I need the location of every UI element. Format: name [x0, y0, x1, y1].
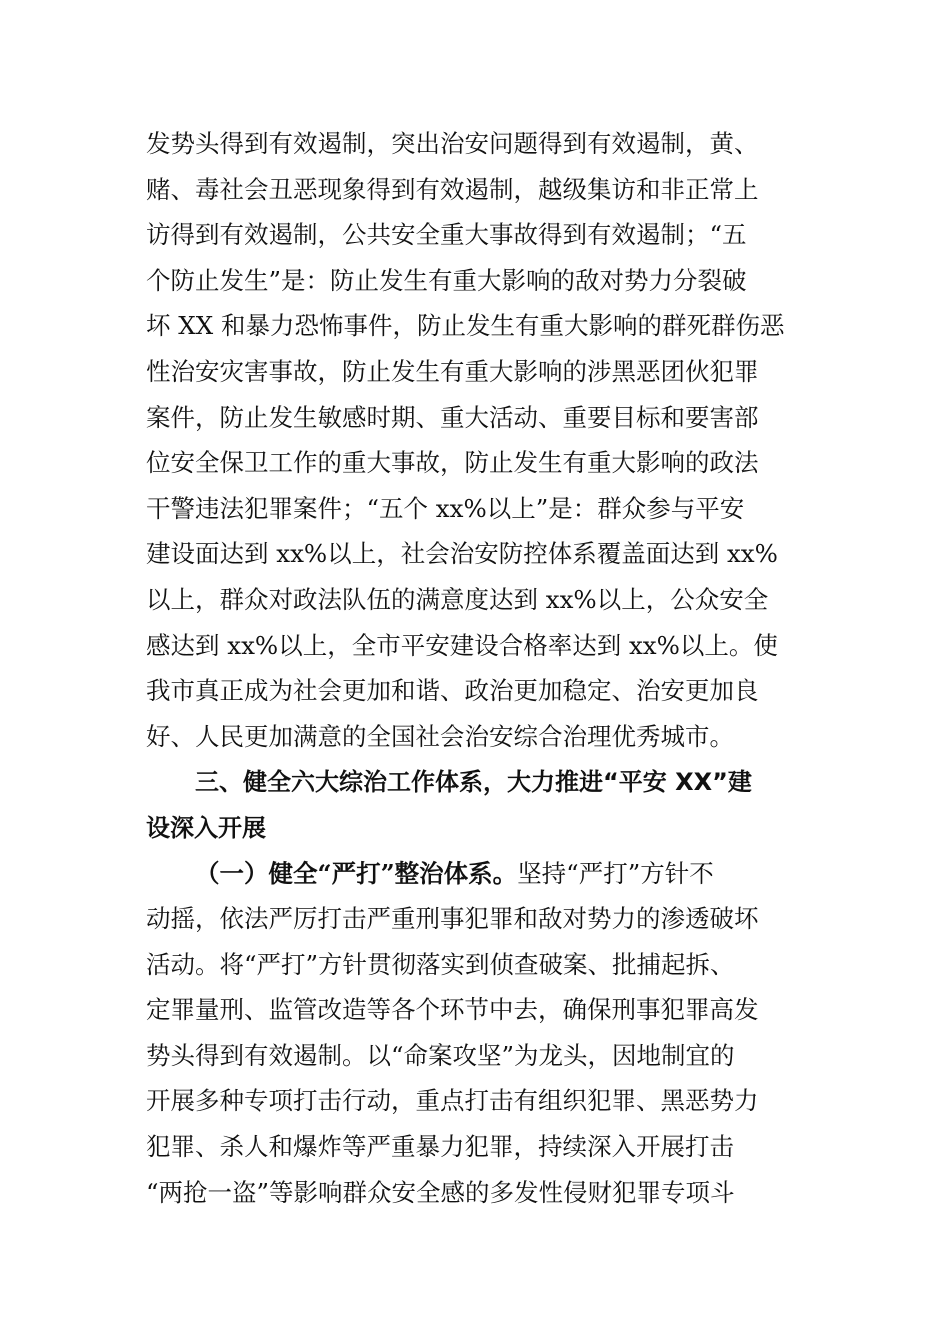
text-line: 位安全保卫工作的重大事故，防止发生有重大影响的政法 — [146, 448, 759, 478]
paragraph-strike-hard — [146, 859, 806, 1224]
text-line: 活动。将“严打”方针贯彻落实到侦查破案、批捕起拆、 — [146, 949, 735, 979]
subsection-title: （一）健全“严打”整治体系。 — [195, 858, 518, 888]
heading-line: 三、健全六大综治工作体系，大力推进“平安 XX”建 — [195, 768, 752, 797]
section-heading — [146, 767, 806, 858]
text-line: 感达到 xx%以上，全市平安建设合格率达到 xx%以上。使 — [146, 630, 778, 660]
text-run: 坚持“严打”方针不 — [517, 858, 714, 888]
text-line — [146, 859, 806, 905]
document-page — [146, 129, 806, 1223]
text-line: 犯罪、杀人和爆炸等严重暴力犯罪，持续深入开展打击 — [146, 1132, 734, 1162]
text-line: 性治安灾害事故，防止发生有重大影响的涉黑恶团伙犯罪 — [146, 356, 759, 386]
text-line: 赌、毒社会丑恶现象得到有效遏制，越级集访和非正常上 — [146, 174, 759, 204]
text-line: 势头得到有效遏制。以“命案攻坚”为龙头，因地制宜的 — [146, 1040, 735, 1070]
text-line: 以上，群众对政法队伍的满意度达到 xx%以上，公众安全 — [146, 584, 769, 614]
text-line: 坏 XX 和暴力恐怖事件，防止发生有重大影响的群死群伤恶 — [146, 311, 785, 341]
text-line: 访得到有效遏制，公共安全重大事故得到有效遏制；“五 — [146, 220, 747, 250]
text-line: 建设面达到 xx%以上，社会治安防控体系覆盖面达到 xx% — [146, 539, 778, 569]
text-line: 个防止发生”是：防止发生有重大影响的敌对势力分裂破 — [146, 265, 747, 295]
heading-line: 设深入开展 — [146, 813, 266, 842]
text-line: 干警违法犯罪案件；“五个 xx%以上”是：群众参与平安 — [146, 493, 745, 523]
text-line: 动摇，依法严厉打击严重刑事犯罪和敌对势力的渗透破坏 — [146, 904, 759, 934]
text-line: 我市真正成为社会更加和谐、政治更加稳定、治安更加良 — [146, 676, 759, 706]
text-line: 好、人民更加满意的全国社会治安综合治理优秀城市。 — [146, 721, 734, 751]
paragraph-targets — [146, 129, 806, 767]
text-line: 发势头得到有效遏制，突出治安问题得到有效遏制，黄、 — [146, 129, 759, 158]
text-line: 定罪量刑、监管改造等各个环节中去，确保刑事犯罪高发 — [146, 995, 759, 1025]
text-line: 案件，防止发生敏感时期、重大活动、重要目标和要害部 — [146, 402, 759, 432]
text-line: 开展多种专项打击行动，重点打击有组织犯罪、黑恶势力 — [146, 1086, 759, 1116]
text-line: “两抢一盗”等影响群众安全感的多发性侵财犯罪专项斗 — [146, 1177, 735, 1207]
